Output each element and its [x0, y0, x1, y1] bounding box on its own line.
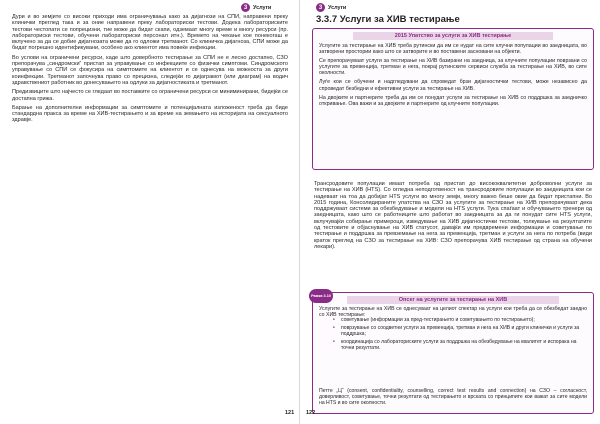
guideline-paragraph: Луѓе кои се обучени и надгледувани да спроведат брзи дијагностички тестови, може независно да спроведат безбедни и ефективни услуги за тестирање на ХИВ.: [319, 79, 587, 92]
scope-list: [333, 318, 587, 354]
running-header: [241, 3, 271, 12]
left-page: [0, 0, 299, 424]
chapter-title: 3.3.7 Услуги за ХИВ тестирање: [316, 14, 460, 25]
section-number-badge: 3: [241, 3, 250, 12]
list-item: [333, 340, 587, 352]
scope-box: [312, 292, 594, 414]
page-number: 122: [306, 410, 316, 416]
paragraph: Предизвиците што најчесто се гледаат во поставките со ограничени ресурси се миниминирани, бидејќи се достапна грижа.: [12, 89, 288, 102]
scope-box-intro: Услугите за тестирање на ХИВ се однесуваат на целиот спектар на услуги кои треба да се обезбедат заедно со ХИВ тестирање:: [319, 306, 587, 318]
paragraph: Дури и во земјите со високи приходи има ограничувања како за дијагнози на СПИ, направени преку клинички преглед така и за оние направени преку лабораториски тестови. Додека лабораториските тестови честопати се попрецизни, тие може да бидат скапи, одземаат многу време и многу ресурси (пр. лабораториски тестови, обучени лабораториски персонал итн.). Времето на чекање кое понекогаш е вклучено за да се добие дијагнозата може да го одложи третманот. Со клиничка дијагноза, СПИ може да бидат погрешно идентификувани, особено ако клиентот има повеќе инфекции.: [12, 14, 288, 52]
paragraph: Барање на дополнителни информации за симптомите и потенцијалната изложеност треба да биде стандардна пракса за време на ХИВ-тестирањето и за време на земањето на историјата на сексуалното здравје.: [12, 104, 288, 124]
list-item: [333, 326, 587, 338]
paragraph: Во услови на ограничени ресурси, каде што довербното тестирање за СПИ не е лесно достапно, СЗО препорачува „синдромски“ пристап за управување со инфекциите со физички симптоми. Синдромското управување со СПИ се фокусира на симптомите на клиентот и се однесува на можноста за други коинфекции. Третманот започнува право со прецизна, следејќи го дијаграмот (или диаграм) на водич здравствениот работник во донесувањето на одлуки за дијагностиката и третманот.: [12, 54, 288, 86]
guideline-paragraph: На двојките и партнерите треба да им се понудат услуги за тестирање на ХИВ со поддршка за заедничко откривање. Ова важи и за двојките и партнерите од клучните популации.: [319, 94, 587, 107]
bullet-icon: •: [333, 317, 335, 323]
right-page: [300, 0, 600, 424]
section-number-badge: 3: [316, 3, 325, 12]
list-item: [333, 318, 587, 324]
bullet-icon: •: [333, 338, 335, 345]
running-header: [316, 3, 346, 12]
list-item-text: поврзување со соодветни услуги за превенција, третман и нега на ХИВ и други клинички и услуги за поддршка;: [341, 324, 580, 337]
list-item-text: координација со лабораториските услуги за поддршка на обезбедување на квалитет и испорака на точни резултати.: [341, 338, 577, 351]
scope-box-outro: Петте „Ц“ (consent, confidentiality, counselling, correct test results and connection) на СЗО – согласност, доверливост, советување, точни резултати од тестирањето и врската со принципите кои важат за сите модели на HTS и во сите околности.: [319, 388, 587, 406]
section-label: Услуги: [328, 4, 347, 11]
bullet-icon: •: [333, 324, 335, 331]
guidelines-box-content: [319, 43, 587, 110]
guideline-paragraph: Услугите за тестирање на ХИВ треба рутински да им се нудат на сите клучни популации во заедницата, во затворени простории како што се затворите и во поставени засновани на објекти.: [319, 43, 587, 56]
section-label: Услуги: [253, 4, 272, 11]
box-number-pill: Рамка 3.10: [309, 289, 333, 303]
body-text: Трансродовите популации имаат потреба од пристап до висококвалитетни доброволни услуги за тестирање на ХИВ (HTS). Со огледна неподготвеност на трансродовите популации во заедницата кои се надеваат на тоа да добијат HTS услуги во многу земји, многу важно беше овие да бидат пристапни. Во 2015 година, Консолидираните упатства на СЗО за услугите за тестирање на ХИВ препорачуваат дека поддржуваат системи за обезбедување и модели на HTS услуги. Тука спаѓаат и обучувањето тренери од заедницата, како што се работниците што работат во заедницата за да ги понудат сите HTS услуги, вклучувајќи собирање примероци, изведување на ХИВ дијагностички тестови, толкување на резултатите од тестовите и објаснување на ХИВ статусот, давајќи им предвремени информации и советување по тестирање и поддршка за превземање на нега за превенција, третман и услуги за нега по потреба (види краток преглед на СЗО за тестирање на ХИВ: СЗО препорачува ХИВ тестирање од страна на обучени лекари).: [314, 181, 592, 250]
guideline-paragraph: Се препорачуваат услуги за тестирање на ХИВ базирани на заедница, за клучните популации поврзани со услугите за превенција, третман и нега, покрај рутинските сервиси служба за тестирање на ХИВ, во сите околности.: [319, 58, 587, 77]
page-number: 121: [285, 410, 295, 416]
guidelines-box-heading: 2015 Упатство за услуги за ХИВ тестирање: [353, 32, 553, 40]
scope-box-heading: Опсег на услугите за тестирање на ХИВ: [347, 296, 559, 304]
guidelines-box: [312, 28, 594, 170]
list-item-text: советување (информации за пред-тестирањето и советувањето по тестирањето);: [341, 317, 535, 323]
body-text: [12, 14, 288, 127]
